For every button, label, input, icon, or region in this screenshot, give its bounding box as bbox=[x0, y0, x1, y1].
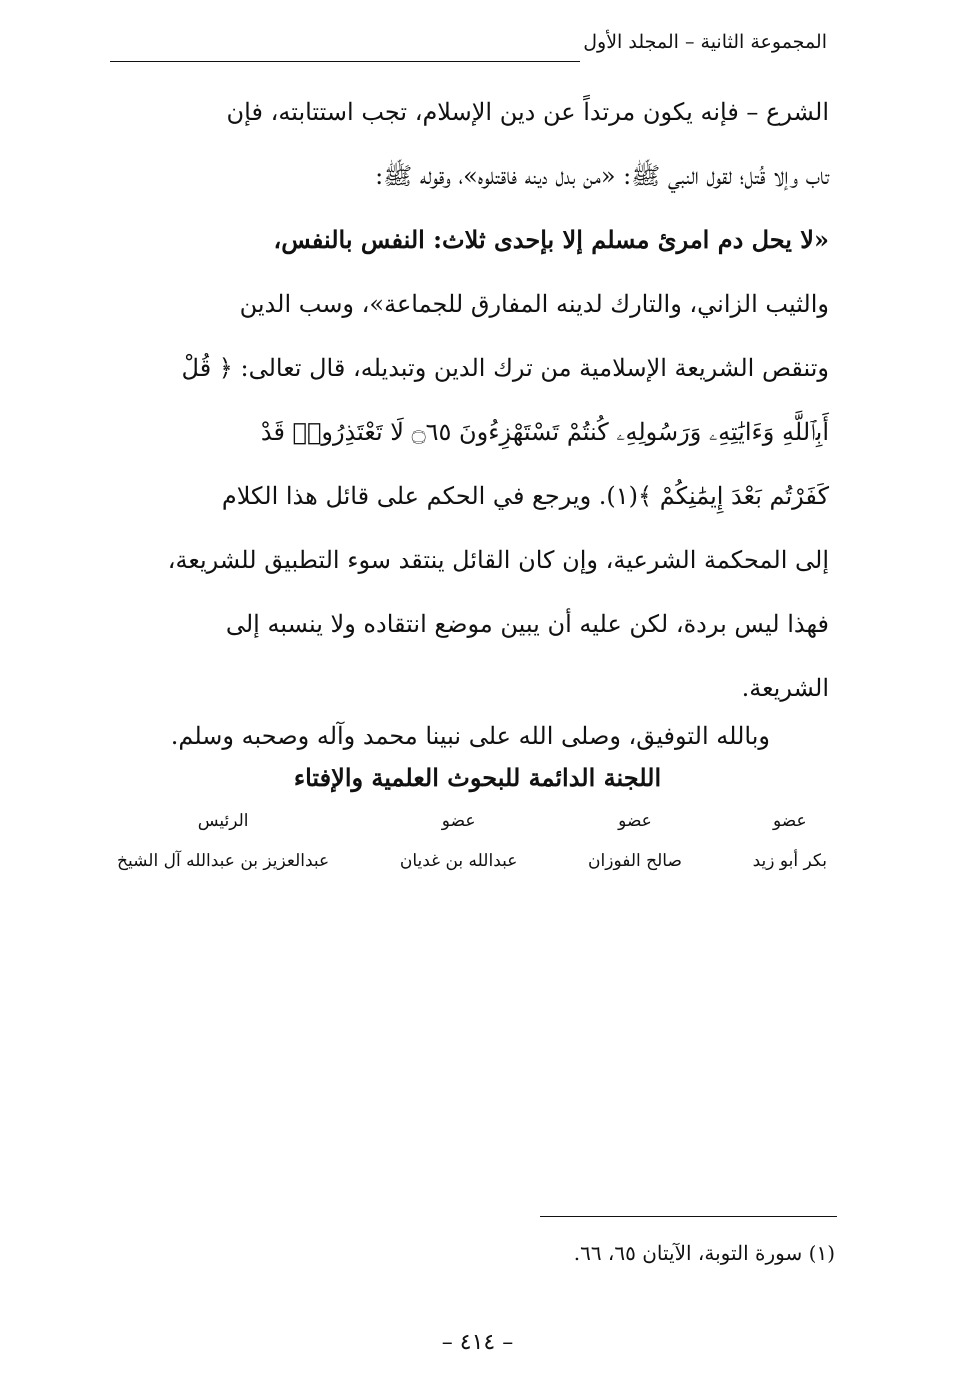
body-text bbox=[111, 80, 829, 720]
signatories bbox=[117, 808, 827, 874]
quran-verse-line: أَبِٱللَّهِ وَءَايَٰتِهِۦ وَرَسُولِهِۦ كُنتُمْ تَسْتَهْزِءُونَ ۝٦٥ لَا تَعْتَذِرُوا۟ قَدْ bbox=[260, 418, 829, 446]
committee-title: اللجنة الدائمة للبحوث العلمية والإفتاء bbox=[293, 763, 662, 792]
signatory-role: عضو bbox=[772, 811, 807, 831]
body-line: والثيب الزاني، والتارك لدينه المفارق للجماعة»، وسب الدين bbox=[239, 290, 829, 318]
header-rule bbox=[110, 61, 580, 62]
body-line: كَفَرْتُم بَعْدَ إِيمَٰنِكُمْ ﴾(١). ويرجع في الحكم على قائل هذا الكلام bbox=[221, 482, 829, 510]
body-line: تاب وإلا قُتل؛ لقول النبي ﷺ: «من بدل دينه فاقتلوه»، وقوله ﷺ: bbox=[375, 162, 829, 190]
signatory bbox=[400, 808, 518, 874]
footnote-rule bbox=[540, 1216, 837, 1217]
page-number: – ٤١٤ – bbox=[441, 1330, 514, 1355]
signatory-name: عبدالعزيز بن عبدالله آل الشيخ bbox=[117, 851, 330, 871]
footnote: (١) سورة التوبة، الآيتان ٦٥، ٦٦. bbox=[573, 1241, 835, 1265]
hadith-line: «لا يحل دم امرئ مسلم إلا بإحدى ثلاث: النفس بالنفس، bbox=[273, 225, 829, 254]
signatory-name: صالح الفوزان bbox=[588, 851, 682, 871]
signatory-role: عضو bbox=[441, 811, 476, 831]
signatory-role: عضو bbox=[618, 811, 652, 831]
signatory bbox=[753, 808, 827, 874]
body-line: الشرع – فإنه يكون مرتداً عن دين الإسلام، تجب استتابته، فإن bbox=[226, 98, 829, 126]
signatory bbox=[117, 808, 329, 874]
body-line: إلى المحكمة الشرعية، وإن كان القائل ينتقد سوء التطبيق للشريعة، bbox=[167, 546, 829, 574]
signatory-name: بكر أبو زيد bbox=[752, 851, 827, 871]
signatory-role: الرئيس bbox=[197, 811, 249, 831]
body-line: الشريعة. bbox=[741, 674, 829, 702]
body-line: وتنقص الشريعة الإسلامية من ترك الدين وتبديله، قال تعالى: ﴿ قُلْ bbox=[181, 354, 829, 382]
closing-line: وبالله التوفيق، وصلى الله على نبينا محمد وآله وصحبه وسلم. bbox=[170, 722, 770, 750]
signatory-name: عبدالله بن غديان bbox=[399, 851, 518, 871]
signatory bbox=[588, 808, 682, 874]
running-header: المجموعة الثانية – المجلد الأول bbox=[583, 31, 827, 53]
body-line: فهذا ليس بردة، لكن عليه أن يبين موضع انتقاده ولا ينسبه إلى bbox=[225, 610, 829, 638]
